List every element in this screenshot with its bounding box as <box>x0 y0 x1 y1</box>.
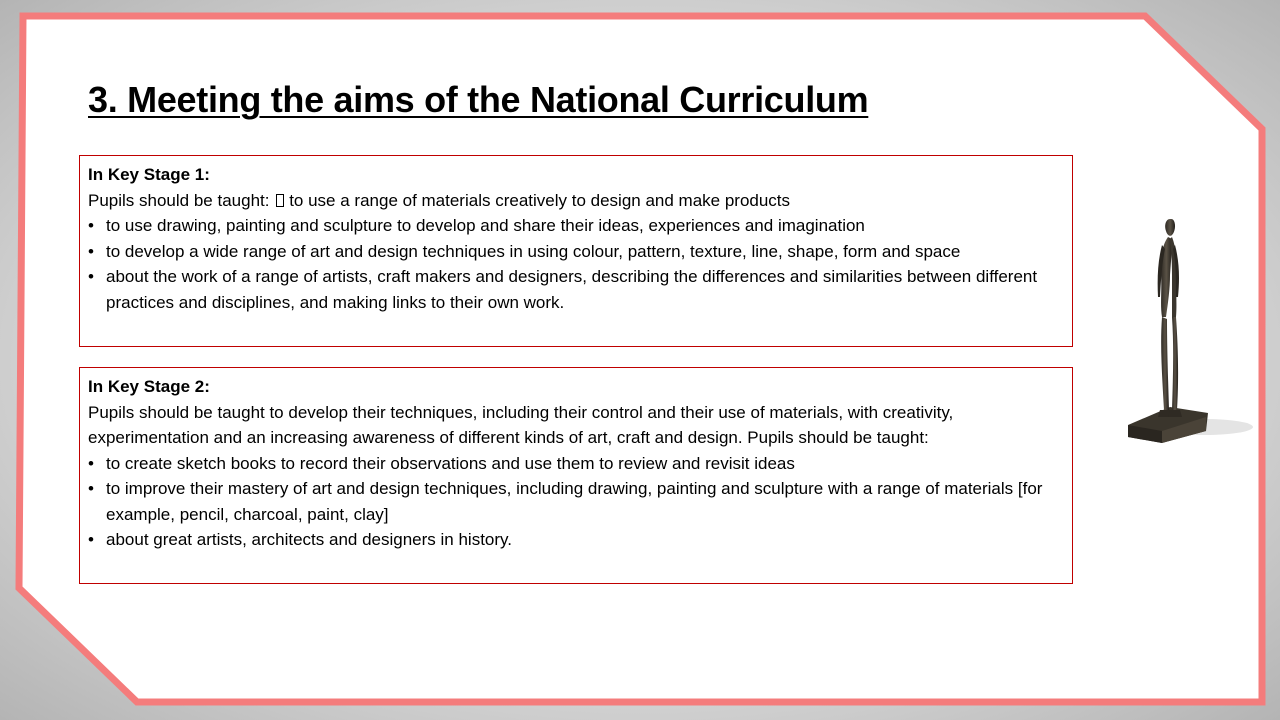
list-item <box>88 239 1064 265</box>
list-item-text: about great artists, architects and designers in history. <box>106 530 512 549</box>
key-stage-2-box <box>79 367 1073 584</box>
list-item-text: to use drawing, painting and sculpture to develop and share their ideas, experiences and imagination <box>106 216 865 235</box>
key-stage-1-list <box>88 213 1064 315</box>
bullet-icon: • <box>88 241 94 261</box>
list-item <box>88 451 1064 477</box>
key-stage-1-intro-suffix: to use a range of materials creatively to design and make products <box>289 190 791 210</box>
key-stage-1-heading: In Key Stage 1: <box>88 165 210 184</box>
bullet-icon: • <box>88 453 94 473</box>
key-stage-1-box <box>79 155 1073 347</box>
standing-figure-sculpture-icon <box>1110 205 1260 465</box>
list-item-text: to improve their mastery of art and design techniques, including drawing, painting and sculpture with a range of materials [for example, pencil, charcoal, paint, clay] <box>106 479 1043 524</box>
list-item-text: to develop a wide range of art and design techniques in using colour, pattern, texture, line, shape, form and space <box>106 241 961 261</box>
bullet-icon: • <box>88 267 94 286</box>
key-stage-1-intro-prefix: Pupils should be taught: <box>88 190 270 210</box>
list-item <box>88 476 1064 527</box>
list-item <box>88 213 1064 239</box>
key-stage-2-intro: Pupils should be taught to develop their techniques, including their control and their use of materials, with creativity, experimentation and an increasing awareness of different kinds of art, craft and design. Pupils should be taught: <box>88 402 954 447</box>
bullet-icon: • <box>88 216 94 235</box>
key-stage-1-intro <box>88 188 1064 214</box>
slide-title: 3. Meeting the aims of the National Curriculum <box>88 79 869 120</box>
list-item <box>88 264 1064 315</box>
list-item-text: to create sketch books to record their observations and use them to review and revisit ideas <box>106 453 795 473</box>
key-stage-2-heading: In Key Stage 2: <box>88 377 210 396</box>
list-item <box>88 527 1064 553</box>
bullet-icon: • <box>88 530 94 549</box>
bullet-icon: • <box>88 479 94 498</box>
list-item-text: about the work of a range of artists, craft makers and designers, describing the differences and similarities between different practices and disciplines, and making links to their own work. <box>106 267 1038 312</box>
key-stage-2-list <box>88 451 1064 553</box>
missing-glyph-icon <box>276 194 284 207</box>
